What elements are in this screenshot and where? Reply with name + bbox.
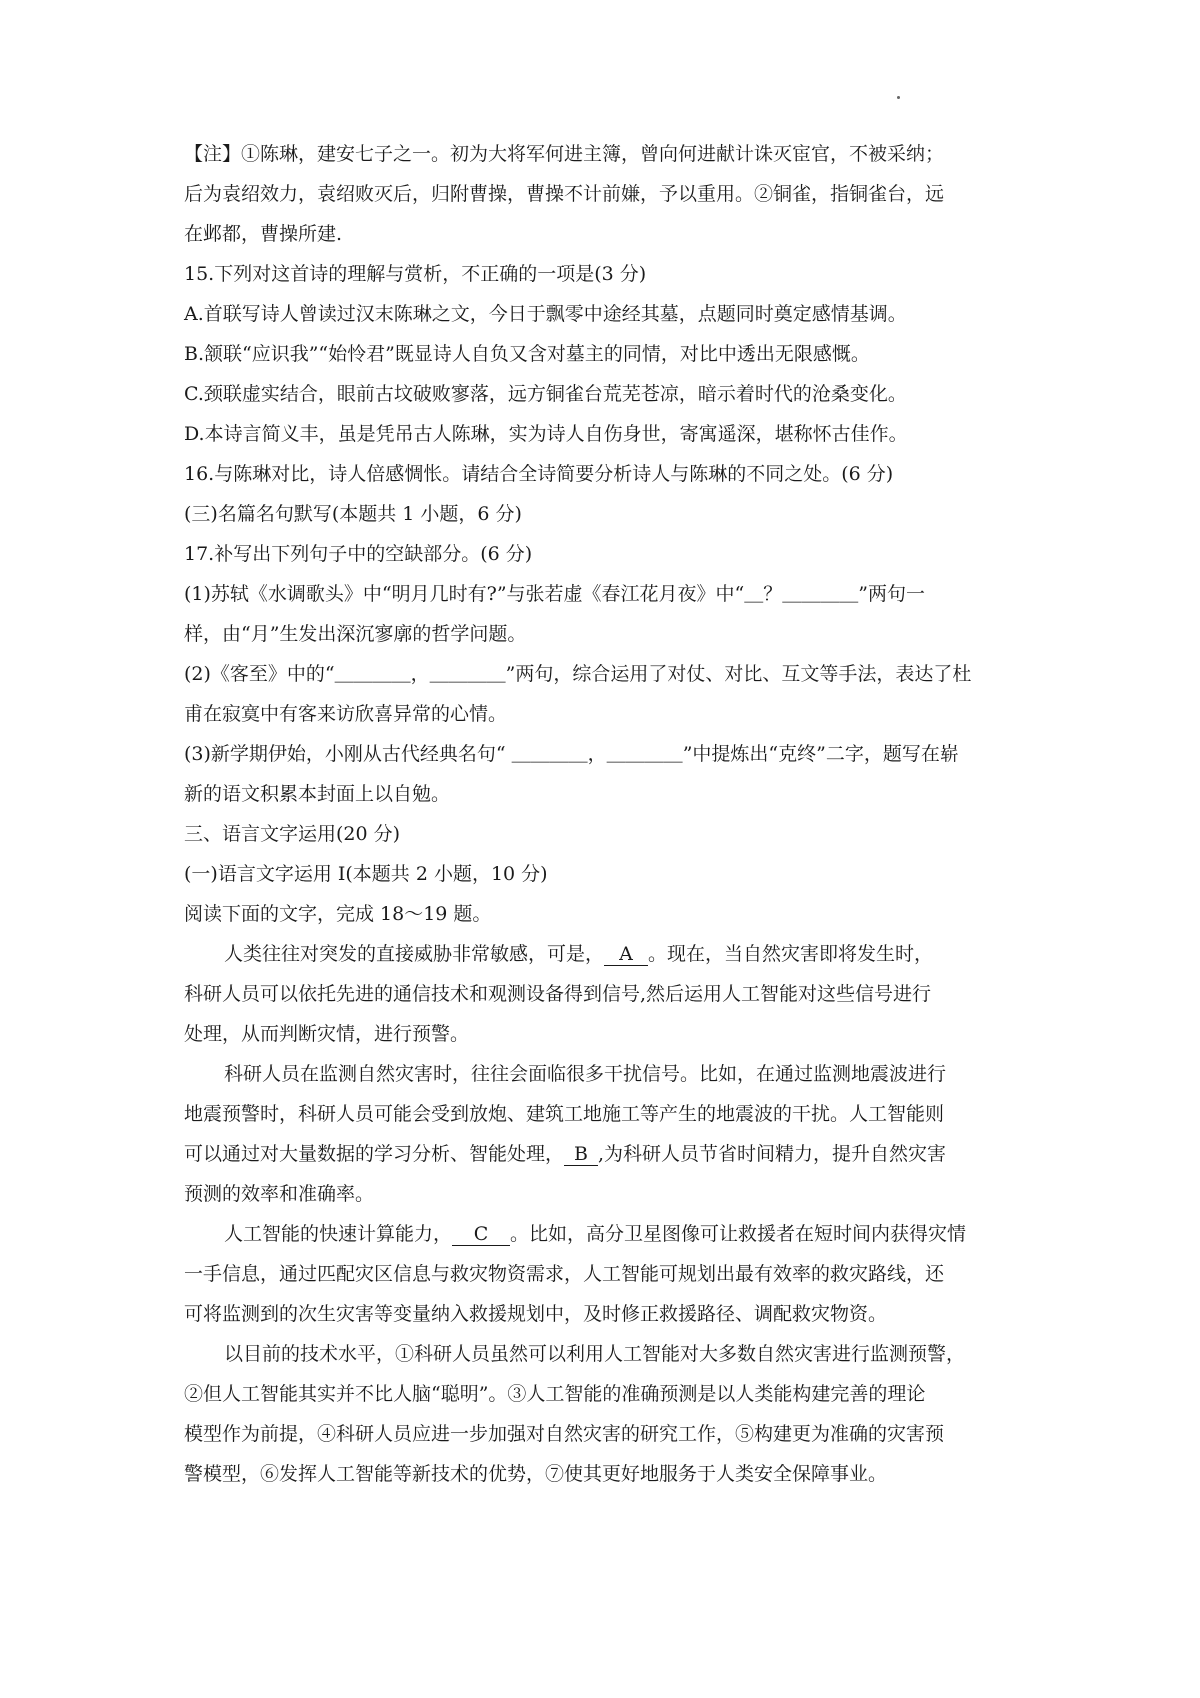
q15-stem: 15.下列对这首诗的理解与赏析，不正确的一项是(3 分) [184, 263, 647, 285]
q15-option-b: B.颔联“应识我”“始怜君”既显诗人自负又含对墓主的同情，对比中透出无限感慨。 [184, 343, 870, 365]
note-line-3: 在邺都，曹操所建. [184, 223, 343, 245]
passage-p4-line2: ②但人工智能其实并不比人脑“聪明”。③人工智能的准确预测是以人类能构建完善的理论 [184, 1383, 926, 1405]
passage-p1-line2: 科研人员可以依托先进的通信技术和观测设备得到信号,然后运用人工智能对这些信号进行 [184, 983, 932, 1005]
passage-p2-line2: 地震预警时，科研人员可能会受到放炮、建筑工地施工等产生的地震波的干扰。人工智能则 [184, 1103, 945, 1125]
fill-blank: ＿＿＿＿，＿＿＿＿ [334, 663, 506, 685]
q17-item3-line2: 新的语文积累本封面上以自勉。 [184, 783, 451, 805]
q17-item3-line1: (3)新学期伊始，小刚从古代经典名句“ ＿＿＿＿，＿＿＿＿”中提炼出“克终”二字，题写在崭 [184, 743, 959, 765]
q15-option-d: D.本诗言简义丰，虽是凭吊古人陈琳，实为诗人自伤身世，寄寓遥深，堪称怀古佳作。 [184, 423, 908, 445]
passage-p2-line3: 可以通过对大量数据的学习分析、智能处理， B ,为科研人员节省时间精力，提升自然灾害 [184, 1143, 947, 1165]
page-content [184, 134, 1030, 1494]
passage-p3-line1: 人工智能的快速计算能力， C 。比如，高分卫星图像可让救援者在短时间内获得灾情 [224, 1223, 967, 1245]
q16-stem: 16.与陈琳对比，诗人倍感惆怅。请结合全诗简要分析诗人与陈琳的不同之处。(6 分) [184, 463, 894, 485]
blank-b: B [564, 1143, 598, 1166]
blank-a: A [604, 943, 648, 966]
passage-p4-line1: 以目前的技术水平，①科研人员虽然可以利用人工智能对大多数自然灾害进行监测预警， [224, 1343, 966, 1365]
passage-p3-line3: 可将监测到的次生灾害等变量纳入救援规划中，及时修正救援路径、调配救灾物资。 [184, 1303, 888, 1325]
section-recitation-heading: (三)名篇名句默写(本题共 1 小题，6 分) [184, 503, 522, 525]
passage-p4-line4: 警模型，⑥发挥人工智能等新技术的优势，⑦使其更好地服务于人类安全保障事业。 [184, 1463, 888, 1485]
q17-item1-line2: 样，由“月”生发出深沉寥廓的哲学问题。 [184, 623, 527, 645]
fill-blank: ＿＿＿＿ [782, 583, 859, 605]
reading-instruction: 阅读下面的文字，完成 18～19 题。 [184, 903, 492, 925]
note-line-1: 【注】①陈琳，建安七子之一。初为大将军何进主簿，曾向何进献计诛灭宦官，不被采纳； [184, 143, 945, 165]
passage-p4-line3: 模型作为前提，④科研人员应进一步加强对自然灾害的研究工作，⑤构建更为准确的灾害预 [184, 1423, 945, 1445]
passage-p1-line1: 人类往往对突发的直接威胁非常敏感，可是， A 。现在，当自然灾害即将发生时， [224, 943, 934, 965]
section-three-heading: 三、语言文字运用(20 分) [184, 823, 401, 845]
q15-option-a: A.首联写诗人曾读过汉末陈琳之文，今日于飘零中途经其墓，点题同时奠定感情基调。 [184, 303, 907, 325]
fill-blank: ＿ [744, 583, 764, 605]
passage-p2-line4: 预测的效率和准确率。 [184, 1183, 375, 1205]
q17-stem: 17.补写出下列句子中的空缺部分。(6 分) [184, 543, 533, 565]
q17-item2-line2: 甫在寂寞中有客来访欣喜异常的心情。 [184, 703, 508, 725]
q17-item1-line1: (1)苏轼《水调歌头》中“明月几时有?”与张若虚《春江花月夜》中“＿？＿＿＿＿”两句一 [184, 583, 926, 605]
blank-c: C [452, 1223, 510, 1246]
note-line-2: 后为袁绍效力，袁绍败灭后，归附曹操，曹操不计前嫌，予以重用。②铜雀，指铜雀台，远 [184, 183, 945, 205]
passage-p1-line3: 处理，从而判断灾情，进行预警。 [184, 1023, 470, 1045]
q15-option-c: C.颈联虚实结合，眼前古坟破败寥落，远方铜雀台荒芜苍凉，暗示着时代的沧桑变化。 [184, 383, 907, 405]
passage-p3-line2: 一手信息，通过匹配灾区信息与救灾物资需求，人工智能可规划出最有效率的救灾路线，还 [184, 1263, 945, 1285]
q17-item2-line1: (2)《客至》中的“＿＿＿＿，＿＿＿＿”两句，综合运用了对仗、对比、互文等手法，表达了杜 [184, 663, 972, 685]
passage-p2-line1: 科研人员在监测自然灾害时，往往会面临很多干扰信号。比如，在通过监测地震波进行 [224, 1063, 947, 1085]
fill-blank: ＿＿＿＿，＿＿＿＿ [511, 743, 683, 765]
part-one-heading: (一)语言文字运用 I(本题共 2 小题，10 分) [184, 863, 548, 885]
scan-dot [897, 96, 900, 99]
